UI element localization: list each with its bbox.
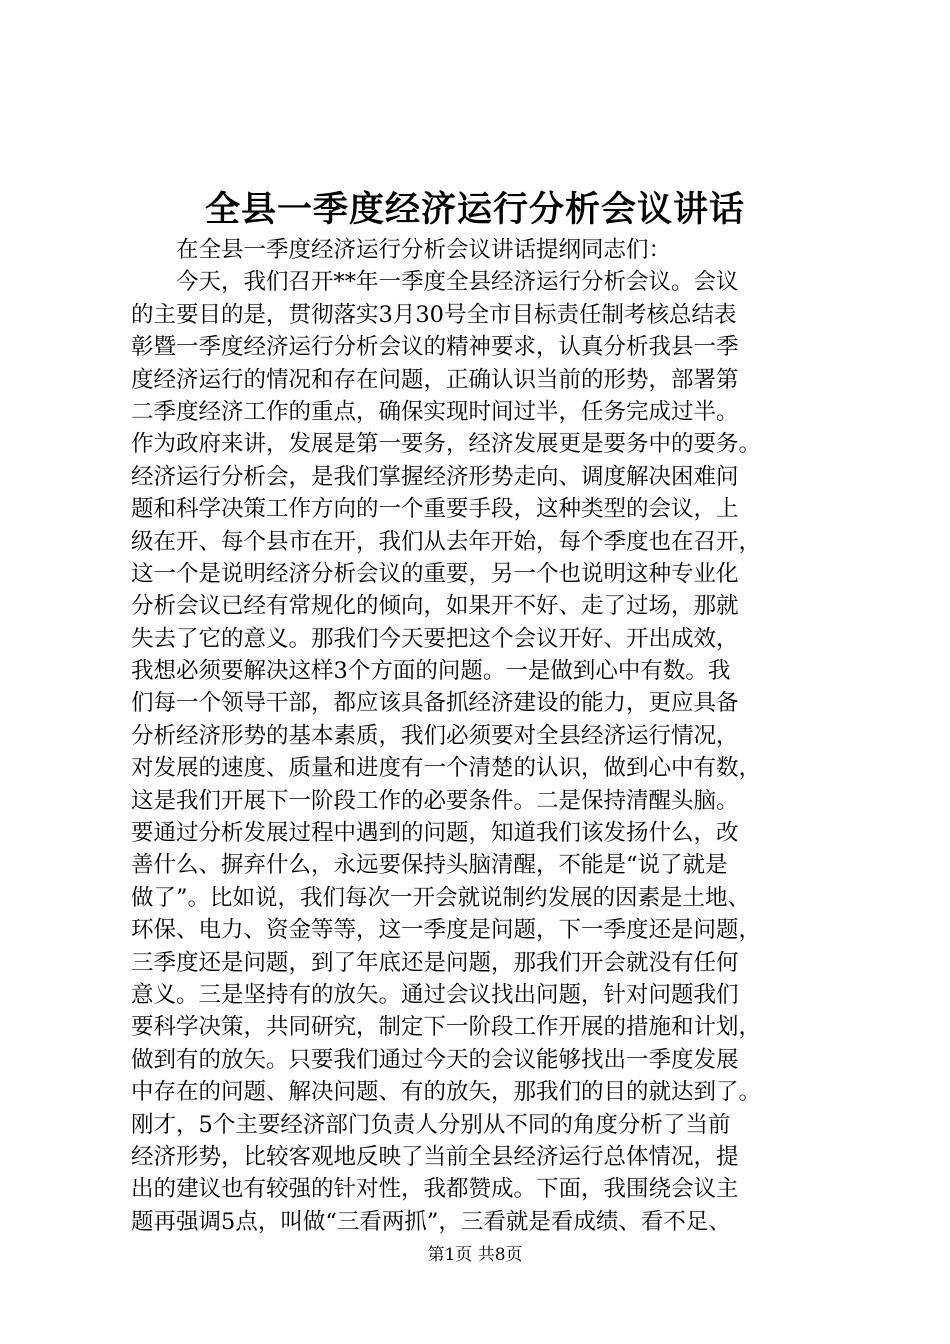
body-line: 要科学决策，共同研究，制定下一阶段工作开展的措施和计划，: [131, 1014, 762, 1041]
body-line: 我想必须要解决这样3个方面的问题。一是做到心中有数。我: [131, 658, 731, 685]
body-line: 的主要目的是，贯彻落实3月30号全市目标责任制考核总结表: [131, 301, 737, 328]
body-line: 今天，我们召开**年一季度全县经济运行分析会议。会议: [176, 269, 739, 296]
body-line: 环保、电力、资金等等，这一季度是问题，下一季度还是问题，: [131, 917, 762, 944]
body-line: 经济形势，比较客观地反映了当前全县经济运行总体情况，提: [131, 1143, 739, 1170]
body-line: 对发展的速度、质量和进度有一个清楚的认识，做到心中有数，: [131, 755, 762, 782]
body-line: 做了”。比如说，我们每次一开会就说制约发展的因素是土地、: [131, 884, 751, 911]
body-line: 彰暨一季度经济运行分析会议的精神要求，认真分析我县一季: [131, 334, 739, 361]
body-line: 这是我们开展下一阶段工作的必要条件。二是保持清醒头脑。: [131, 787, 739, 814]
body-line: 们每一个领导干部，都应该具备抓经济建设的能力，更应具备: [131, 690, 739, 717]
body-line: 失去了它的意义。那我们今天要把这个会议开好、开出成效，: [131, 625, 739, 652]
body-line: 出的建议也有较强的针对性，我都赞成。下面，我围绕会议主: [131, 1176, 739, 1203]
body-line: 级在开、每个县市在开，我们从去年开始，每个季度也在召开，: [131, 528, 762, 555]
body-line: 作为政府来讲，发展是第一要务，经济发展更是要务中的要务。: [131, 431, 762, 458]
body-line: 在全县一季度经济运行分析会议讲话提纲同志们：: [176, 237, 672, 263]
body-line: 善什么、摒弃什么，永远要保持头脑清醒，不能是“说了就是: [131, 852, 728, 879]
body-line: 要通过分析发展过程中遇到的问题，知道我们该发扬什么，改: [131, 820, 739, 847]
body-line: 分析经济形势的基本素质，我们必须要对全县经济运行情况，: [131, 722, 739, 749]
body-line: 做到有的放矢。只要我们通过今天的会议能够找出一季度发展: [131, 1046, 739, 1073]
document-title: 全县一季度经济运行分析会议讲话: [204, 189, 745, 230]
body-line: 题再强调5点，叫做“三看两抓”，三看就是看成绩、看不足、: [131, 1208, 731, 1235]
body-line: 二季度经济工作的重点，确保实现时间过半，任务完成过半。: [131, 398, 739, 425]
body-line: 三季度还是问题，到了年底还是问题，那我们开会就没有任何: [131, 949, 739, 976]
page-number-footer: 第1页 共8页: [427, 1245, 523, 1265]
body-line: 题和科学决策工作方向的一个重要手段，这种类型的会议，上: [131, 496, 739, 523]
body-line: 刚才，5个主要经济部门负责人分别从不同的角度分析了当前: [131, 1111, 731, 1138]
body-line: 意义。三是坚持有的放矢。通过会议找出问题，针对问题我们: [131, 981, 739, 1008]
body-line: 分析会议已经有常规化的倾向，如果开不好、走了过场，那就: [131, 593, 739, 620]
body-line: 经济运行分析会，是我们掌握经济形势走向、调度解决困难问: [131, 463, 739, 490]
body-line: 度经济运行的情况和存在问题，正确认识当前的形势，部署第: [131, 366, 739, 393]
body-line: 这一个是说明经济分析会议的重要，另一个也说明这种专业化: [131, 560, 739, 587]
body-line: 中存在的问题、解决问题、有的放矢，那我们的目的就达到了。: [131, 1079, 762, 1106]
document-body: [131, 234, 861, 1238]
